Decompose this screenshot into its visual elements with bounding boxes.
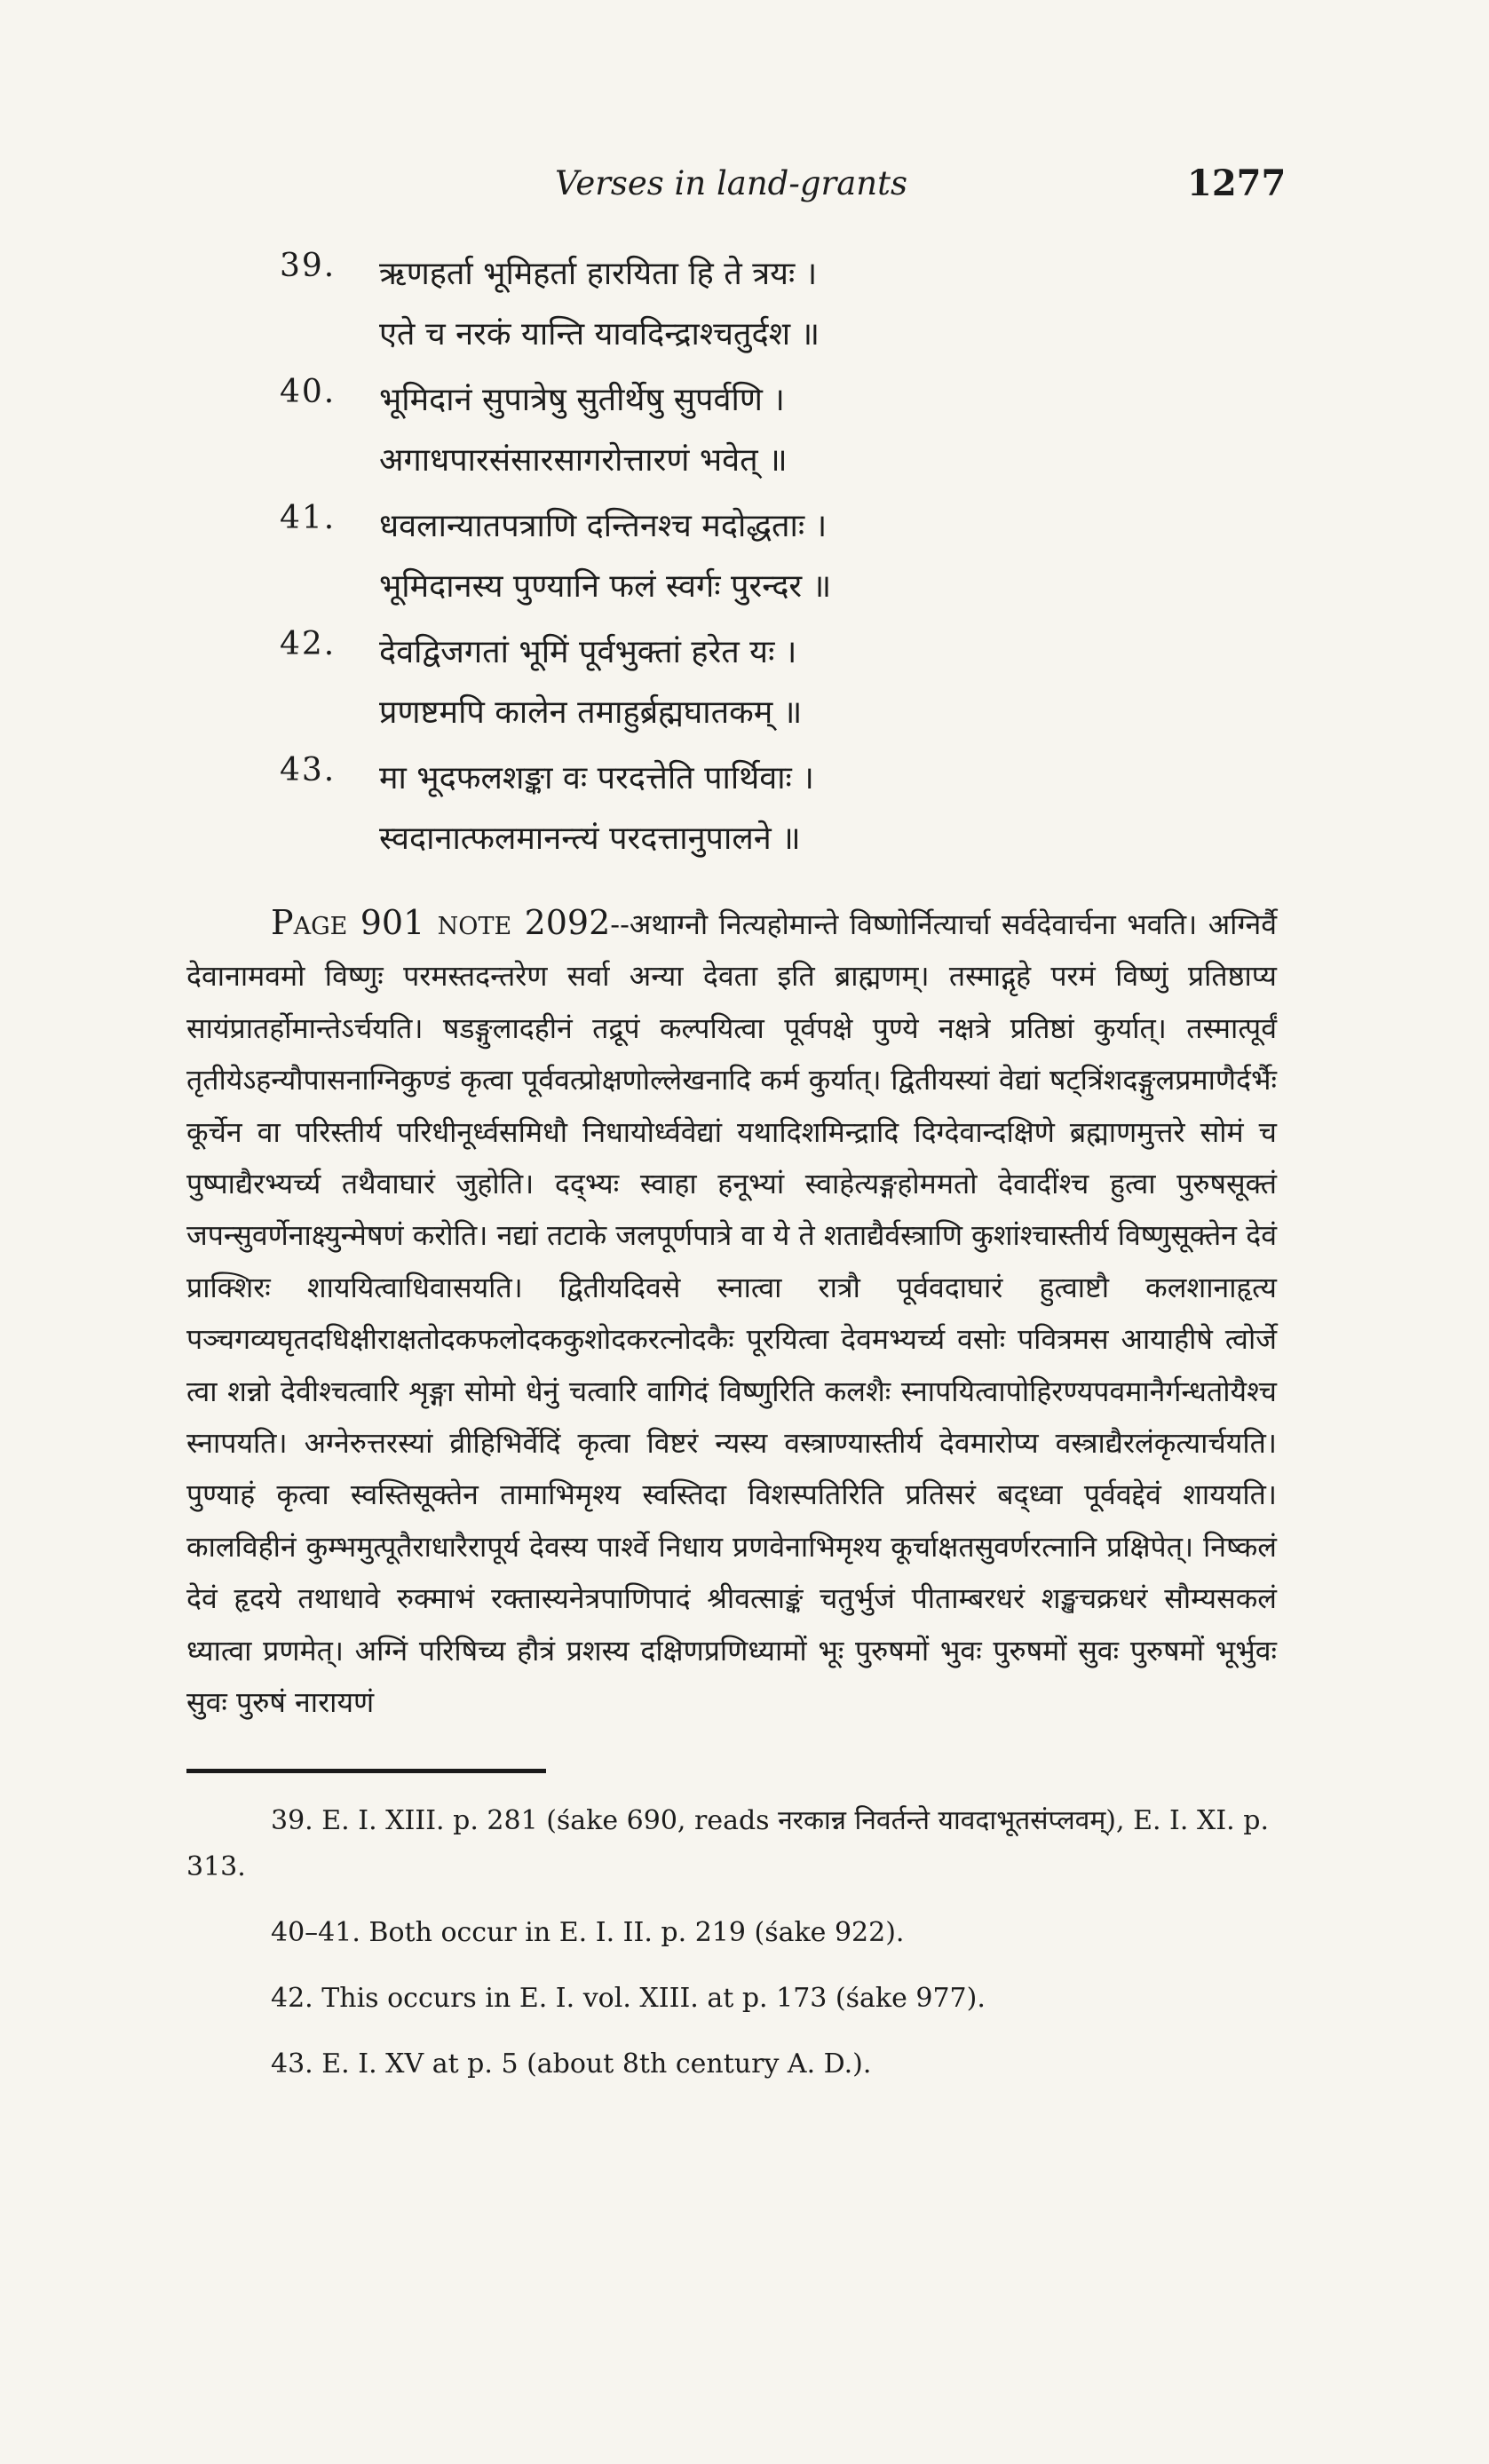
verse-line: ऋणहर्ता भूमिहर्ता हारयिता हि ते त्रयः । <box>379 256 818 292</box>
verse-number: 43. <box>280 752 337 788</box>
verse-line: भूमिदानस्य पुण्यानि फलं स्वर्गः पुरन्दर ॥ <box>379 568 832 605</box>
verse-line: अगाधपारसंसारसागरोत्तारणं भवेत् ॥ <box>379 442 788 479</box>
verse-43 <box>280 749 1301 869</box>
note-text: --अथाग्नौ नित्यहोमान्ते विष्णोर्नित्यार्चा सर्वदेवार्चना भवति। अग्निर्वै देवानामवमो विष्णुः परमस्तदन्तरेण सर्वा अन्या देवता इति ब्राह्मणम्। तस्माद्गृहे परमं विष्णुं प्रतिष्ठाप्य सायंप्रातर्होमान्तेऽर्चयति। षडङ्गुलादहीनं तद्रूपं कल्पयित्वा पूर्वपक्षे पुण्ये नक्षत्रे प्रतिष्ठां कुर्यात्। तस्मात्पूर्वं तृतीयेऽहन्यौपासनाग्निकुण्डं कृत्वा पूर्ववत्प्रोक्षणोल्लेखनादि कर्म कुर्यात्। द्वितीयस्यां वेद्यां षट्त्रिंशदङ्गुलप्रमाणैर्दर्भैः कूर्चेन वा परिस्तीर्य परिधीनूर्ध्वसमिधौ निधायोर्ध्ववेद्यां यथादिशमिन्द्रादि दिग्देवान्दक्षिणे ब्रह्माणमुत्तरे सोमं च पुष्पाद्यैरभ्यर्च्य तथैवाघारं जुहोति। दद्भ्यः स्वाहा हनूभ्यां स्वाहेत्यङ्गहोममतो देवादींश्च हुत्वा पुरुषसूक्तं जपन्सुवर्णेनाक्ष्युन्मेषणं करोति। नद्यां तटाके जलपूर्णपात्रे वा ये ते शताद्यैर्वस्त्राणि कुशांश्चास्तीर्य विष्णुसूक्तेन देवं प्राक्शिरः शाययित्वाधिवासयति। द्वितीयदिवसे स्नात्वा रात्रौ पूर्ववदाघारं हुत्वाष्टौ कलशानाहृत्य पञ्चगव्यघृतदधिक्षीराक्षतोदकफलोदककुशोदकरत्नोदकैः पूरयित्वा देवमभ्यर्च्य वसोः पवित्रमस आयाहीषे त्वोर्जे त्वा शन्नो देवीश्चत्वारि शृङ्गा सोमो धेनुं चत्वारि वागिदं विष्णुरिति कलशैः स्नापयित्वापोहिरण्यपवमानैर्गन्धतोयैश्च स्नापयति। अग्नेरुत्तरस्यां व्रीहिभिर्वेदिं कृत्वा विष्टरं न्यस्य वस्त्राण्यास्तीर्य देवमारोप्य वस्त्राद्यैरलंकृत्यार्चयति। पुण्याहं कृत्वा स्वस्तिसूक्तेन तामाभिमृश्य स्वस्तिदा विशस्पतिरिति प्रतिसरं बद्ध्वा पूर्ववद्देवं शाययति। कालविहीनं कुम्भमुत्पूतैराधारैरापूर्य देवस्य पार्श्वे निधाय प्रणवेनाभिमृश्य कूर्चाक्षतसुवर्णरत्नानि प्रक्षिपेत्। निष्कलं देवं हृदये तथाधावे रुक्माभं रक्तास्यनेत्रपाणिपादं श्रीवत्साङ्कं चतुर्भुजं पीताम्बरधरं शङ्खचक्रधरं सौम्यसकलं ध्यात्वा प्रणमेत्। अग्निं परिषिच्य हौत्रं प्रशस्य दक्षिणप्रणिध्यामों भूः पुरुषमों भुवः पुरुषमों सुवः पुरुषमों भूर्भुवः सुवः पुरुषं नारायणं <box>186 907 1278 1720</box>
verse-line: प्रणष्टमपि कालेन तमाहुर्ब्रह्मघातकम् ॥ <box>379 694 803 731</box>
verse-line: स्वदानात्फलमानन्त्यं परदत्तानुपालने ॥ <box>379 820 801 857</box>
verse-number: 42. <box>280 626 337 662</box>
verse-line: धवलान्यातपत्राणि दन्तिनश्च मदोद्धताः । <box>379 508 828 544</box>
verse-40 <box>280 370 1301 491</box>
footnotes <box>186 1798 1277 2107</box>
verse-number: 40. <box>280 374 337 410</box>
footnote-39: 39. E. I. XIII. p. 281 (śake 690, reads नरकान्न निवर्तन्ते यावदाभूतसंप्लवम्), E. I. XI. p. 313. <box>186 1805 1269 1882</box>
footnote-40-41: 40–41. Both occur in E. I. II. p. 219 (śake 922). <box>271 1917 905 1948</box>
verse-41 <box>280 496 1301 617</box>
verse-line: एते च नरकं यान्ति यावदिन्द्राश्चतुर्दश ॥ <box>379 316 820 353</box>
verse-42 <box>280 622 1301 743</box>
verse-list <box>280 244 1301 875</box>
verse-line: देवद्विजगतां भूमिं पूर्वभुक्तां हरेत यः । <box>379 634 797 670</box>
running-title: Verses in land-grants <box>555 164 907 202</box>
verse-line: भूमिदानं सुपात्रेषु सुतीर्थेषु सुपर्वणि । <box>379 382 785 418</box>
footnote-rule <box>186 1769 546 1773</box>
note-label: Page 901 note 2092 <box>271 903 611 942</box>
footnote-42: 42. This occurs in E. I. vol. XIII. at p. 173 (śake 977). <box>271 1983 986 2014</box>
footnote-43: 43. E. I. XV at p. 5 (about 8th century A. D.). <box>271 2048 872 2080</box>
verse-number: 41. <box>280 500 337 536</box>
page-number: 1277 <box>1187 162 1287 204</box>
verse-39 <box>280 244 1301 365</box>
page-header <box>0 164 1489 218</box>
verse-line: मा भूदफलशङ्का वः परदत्तेति पार्थिवाः । <box>379 760 814 796</box>
note-paragraph <box>186 897 1277 1729</box>
verse-number: 39. <box>280 248 337 284</box>
